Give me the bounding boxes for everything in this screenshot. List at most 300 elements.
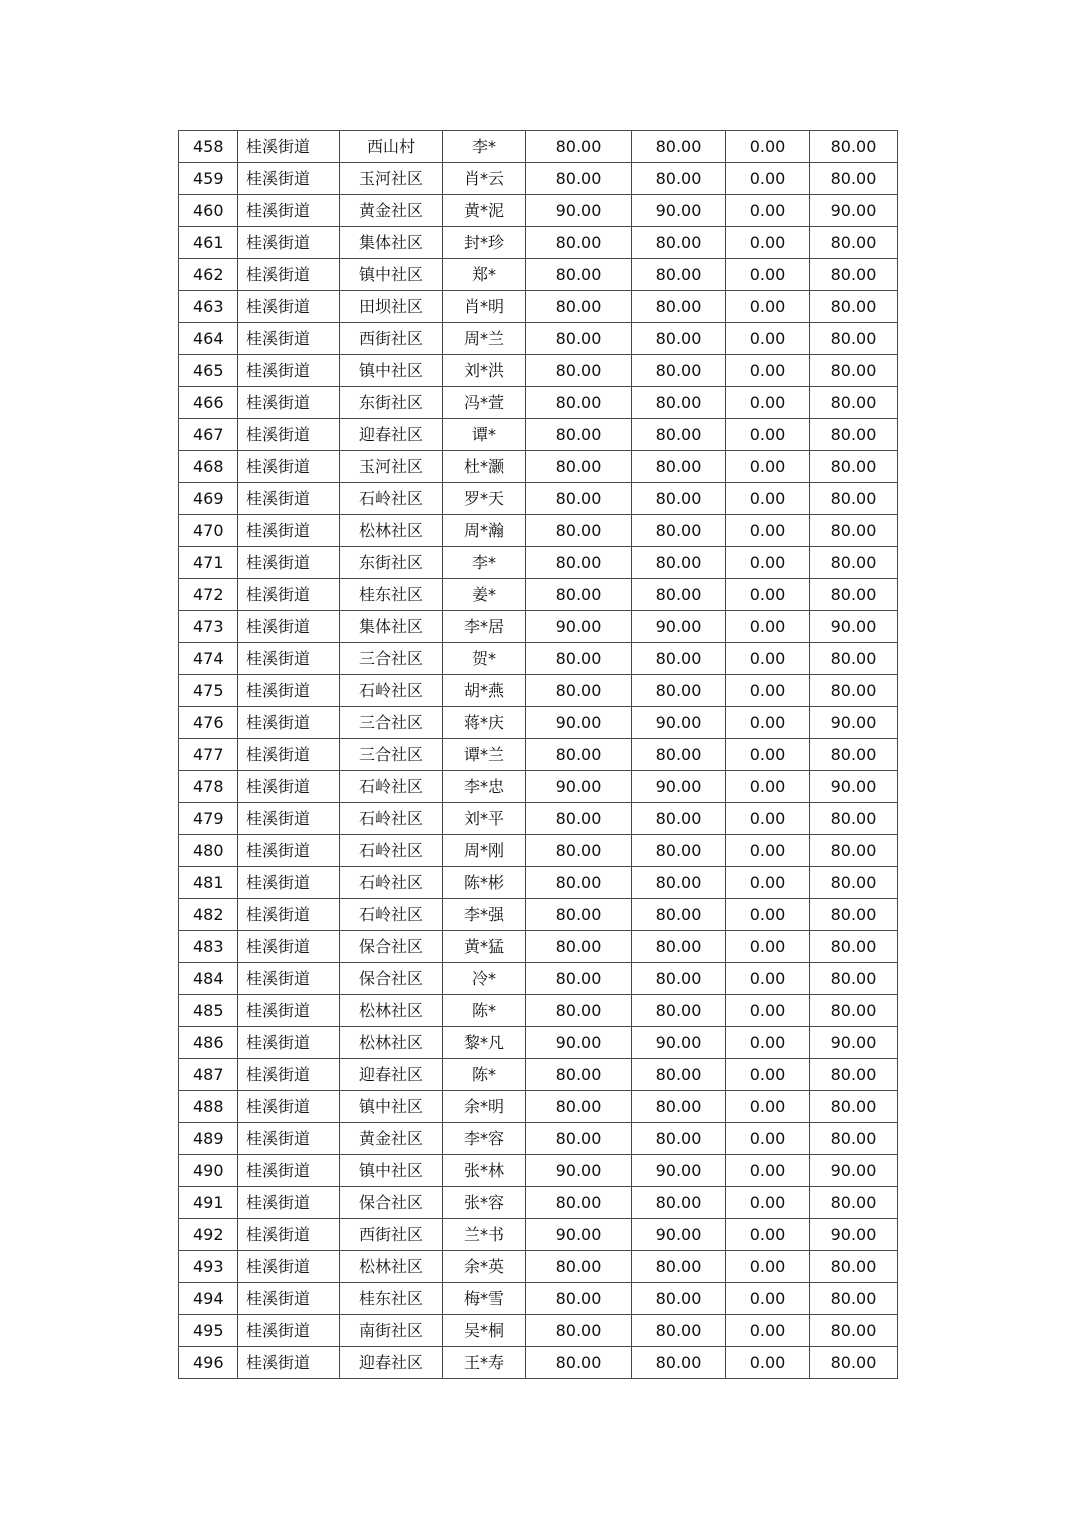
amount-c-cell: 0.00 [726, 803, 810, 835]
amount-b-cell: 80.00 [632, 131, 726, 163]
table-row [179, 1347, 898, 1379]
amount-a-cell: 80.00 [526, 899, 632, 931]
street-cell: 桂溪街道 [238, 1059, 340, 1091]
name-cell: 胡*燕 [443, 675, 526, 707]
name-cell: 冷* [443, 963, 526, 995]
amount-b-cell: 80.00 [632, 227, 726, 259]
table-row [179, 1251, 898, 1283]
community-cell: 镇中社区 [340, 355, 443, 387]
amount-a-cell: 80.00 [526, 931, 632, 963]
amount-b-cell: 80.00 [632, 803, 726, 835]
street-cell: 桂溪街道 [238, 1187, 340, 1219]
amount-a-cell: 80.00 [526, 675, 632, 707]
amount-total-cell: 80.00 [810, 803, 898, 835]
name-cell: 李* [443, 547, 526, 579]
street-cell: 桂溪街道 [238, 195, 340, 227]
amount-total-cell: 80.00 [810, 1283, 898, 1315]
table-row [179, 163, 898, 195]
community-cell: 三合社区 [340, 643, 443, 675]
amount-a-cell: 80.00 [526, 1059, 632, 1091]
row-index-cell: 486 [179, 1027, 238, 1059]
amount-c-cell: 0.00 [726, 739, 810, 771]
table-row [179, 1059, 898, 1091]
amount-a-cell: 80.00 [526, 163, 632, 195]
street-cell: 桂溪街道 [238, 1283, 340, 1315]
community-cell: 东街社区 [340, 387, 443, 419]
name-cell: 黄*泥 [443, 195, 526, 227]
row-index-cell: 474 [179, 643, 238, 675]
amount-c-cell: 0.00 [726, 227, 810, 259]
amount-total-cell: 90.00 [810, 611, 898, 643]
table-row [179, 195, 898, 227]
table-row [179, 259, 898, 291]
name-cell: 余*明 [443, 1091, 526, 1123]
name-cell: 李* [443, 131, 526, 163]
row-index-cell: 495 [179, 1315, 238, 1347]
amount-total-cell: 80.00 [810, 1123, 898, 1155]
amount-c-cell: 0.00 [726, 643, 810, 675]
street-cell: 桂溪街道 [238, 675, 340, 707]
row-index-cell: 458 [179, 131, 238, 163]
amount-a-cell: 80.00 [526, 419, 632, 451]
row-index-cell: 462 [179, 259, 238, 291]
name-cell: 谭* [443, 419, 526, 451]
community-cell: 西街社区 [340, 323, 443, 355]
name-cell: 李*容 [443, 1123, 526, 1155]
amount-a-cell: 80.00 [526, 1123, 632, 1155]
name-cell: 罗*天 [443, 483, 526, 515]
community-cell: 石岭社区 [340, 483, 443, 515]
name-cell: 谭*兰 [443, 739, 526, 771]
amount-c-cell: 0.00 [726, 323, 810, 355]
community-cell: 松林社区 [340, 1027, 443, 1059]
amount-b-cell: 80.00 [632, 579, 726, 611]
community-cell: 桂东社区 [340, 1283, 443, 1315]
amount-a-cell: 90.00 [526, 1219, 632, 1251]
street-cell: 桂溪街道 [238, 995, 340, 1027]
amount-total-cell: 80.00 [810, 1315, 898, 1347]
community-cell: 石岭社区 [340, 675, 443, 707]
amount-b-cell: 90.00 [632, 611, 726, 643]
street-cell: 桂溪街道 [238, 515, 340, 547]
name-cell: 黎*凡 [443, 1027, 526, 1059]
name-cell: 郑* [443, 259, 526, 291]
row-index-cell: 481 [179, 867, 238, 899]
row-index-cell: 465 [179, 355, 238, 387]
amount-b-cell: 80.00 [632, 483, 726, 515]
amount-total-cell: 80.00 [810, 355, 898, 387]
row-index-cell: 461 [179, 227, 238, 259]
community-cell: 迎春社区 [340, 1059, 443, 1091]
amount-c-cell: 0.00 [726, 483, 810, 515]
name-cell: 王*寿 [443, 1347, 526, 1379]
amount-b-cell: 80.00 [632, 1315, 726, 1347]
community-cell: 保合社区 [340, 1187, 443, 1219]
amount-b-cell: 90.00 [632, 707, 726, 739]
row-index-cell: 494 [179, 1283, 238, 1315]
street-cell: 桂溪街道 [238, 963, 340, 995]
name-cell: 刘*平 [443, 803, 526, 835]
table-row [179, 515, 898, 547]
amount-b-cell: 80.00 [632, 547, 726, 579]
community-cell: 石岭社区 [340, 867, 443, 899]
row-index-cell: 489 [179, 1123, 238, 1155]
street-cell: 桂溪街道 [238, 1219, 340, 1251]
amount-b-cell: 90.00 [632, 1155, 726, 1187]
row-index-cell: 467 [179, 419, 238, 451]
table-row [179, 419, 898, 451]
amount-c-cell: 0.00 [726, 899, 810, 931]
name-cell: 肖*云 [443, 163, 526, 195]
community-cell: 松林社区 [340, 1251, 443, 1283]
amount-c-cell: 0.00 [726, 163, 810, 195]
amount-c-cell: 0.00 [726, 1187, 810, 1219]
table-row [179, 1091, 898, 1123]
street-cell: 桂溪街道 [238, 579, 340, 611]
street-cell: 桂溪街道 [238, 899, 340, 931]
amount-total-cell: 80.00 [810, 419, 898, 451]
name-cell: 刘*洪 [443, 355, 526, 387]
community-cell: 石岭社区 [340, 899, 443, 931]
table-row [179, 227, 898, 259]
amount-c-cell: 0.00 [726, 1027, 810, 1059]
amount-b-cell: 80.00 [632, 1347, 726, 1379]
community-cell: 集体社区 [340, 611, 443, 643]
street-cell: 桂溪街道 [238, 1091, 340, 1123]
table-row [179, 1315, 898, 1347]
row-index-cell: 460 [179, 195, 238, 227]
table-row [179, 1219, 898, 1251]
amount-a-cell: 80.00 [526, 1315, 632, 1347]
amount-a-cell: 80.00 [526, 387, 632, 419]
street-cell: 桂溪街道 [238, 291, 340, 323]
amount-a-cell: 90.00 [526, 611, 632, 643]
amount-total-cell: 90.00 [810, 707, 898, 739]
table-row [179, 899, 898, 931]
amount-total-cell: 80.00 [810, 995, 898, 1027]
amount-b-cell: 80.00 [632, 1251, 726, 1283]
amount-c-cell: 0.00 [726, 1091, 810, 1123]
amount-c-cell: 0.00 [726, 515, 810, 547]
name-cell: 李*忠 [443, 771, 526, 803]
amount-c-cell: 0.00 [726, 387, 810, 419]
community-cell: 石岭社区 [340, 771, 443, 803]
amount-c-cell: 0.00 [726, 547, 810, 579]
table-row [179, 739, 898, 771]
community-cell: 田坝社区 [340, 291, 443, 323]
amount-total-cell: 80.00 [810, 131, 898, 163]
amount-c-cell: 0.00 [726, 1347, 810, 1379]
table-row [179, 547, 898, 579]
amount-b-cell: 90.00 [632, 195, 726, 227]
amount-a-cell: 80.00 [526, 355, 632, 387]
amount-a-cell: 80.00 [526, 227, 632, 259]
row-index-cell: 472 [179, 579, 238, 611]
table-row [179, 355, 898, 387]
row-index-cell: 478 [179, 771, 238, 803]
amount-b-cell: 80.00 [632, 1283, 726, 1315]
street-cell: 桂溪街道 [238, 643, 340, 675]
community-cell: 镇中社区 [340, 259, 443, 291]
row-index-cell: 492 [179, 1219, 238, 1251]
table-row [179, 131, 898, 163]
amount-total-cell: 80.00 [810, 259, 898, 291]
table-row [179, 451, 898, 483]
amount-b-cell: 90.00 [632, 771, 726, 803]
amount-c-cell: 0.00 [726, 291, 810, 323]
name-cell: 冯*萱 [443, 387, 526, 419]
street-cell: 桂溪街道 [238, 739, 340, 771]
amount-total-cell: 80.00 [810, 867, 898, 899]
street-cell: 桂溪街道 [238, 1155, 340, 1187]
street-cell: 桂溪街道 [238, 259, 340, 291]
row-index-cell: 466 [179, 387, 238, 419]
name-cell: 周*瀚 [443, 515, 526, 547]
name-cell: 蒋*庆 [443, 707, 526, 739]
table-row [179, 931, 898, 963]
table-row [179, 867, 898, 899]
amount-b-cell: 90.00 [632, 1027, 726, 1059]
amount-total-cell: 80.00 [810, 515, 898, 547]
community-cell: 松林社区 [340, 515, 443, 547]
community-cell: 迎春社区 [340, 419, 443, 451]
amount-a-cell: 90.00 [526, 195, 632, 227]
row-index-cell: 480 [179, 835, 238, 867]
amount-b-cell: 80.00 [632, 1187, 726, 1219]
row-index-cell: 464 [179, 323, 238, 355]
amount-total-cell: 80.00 [810, 451, 898, 483]
row-index-cell: 476 [179, 707, 238, 739]
row-index-cell: 471 [179, 547, 238, 579]
street-cell: 桂溪街道 [238, 1123, 340, 1155]
community-cell: 集体社区 [340, 227, 443, 259]
amount-a-cell: 80.00 [526, 867, 632, 899]
amount-b-cell: 80.00 [632, 1059, 726, 1091]
name-cell: 张*林 [443, 1155, 526, 1187]
amount-a-cell: 80.00 [526, 291, 632, 323]
name-cell: 吴*桐 [443, 1315, 526, 1347]
name-cell: 周*兰 [443, 323, 526, 355]
table-row [179, 835, 898, 867]
amount-a-cell: 90.00 [526, 707, 632, 739]
street-cell: 桂溪街道 [238, 483, 340, 515]
amount-b-cell: 80.00 [632, 259, 726, 291]
amount-a-cell: 80.00 [526, 963, 632, 995]
community-cell: 保合社区 [340, 931, 443, 963]
amount-c-cell: 0.00 [726, 419, 810, 451]
amount-a-cell: 80.00 [526, 259, 632, 291]
street-cell: 桂溪街道 [238, 1027, 340, 1059]
amount-c-cell: 0.00 [726, 995, 810, 1027]
table-row [179, 387, 898, 419]
amount-c-cell: 0.00 [726, 771, 810, 803]
amount-c-cell: 0.00 [726, 963, 810, 995]
amount-a-cell: 80.00 [526, 515, 632, 547]
amount-total-cell: 90.00 [810, 1027, 898, 1059]
amount-a-cell: 80.00 [526, 323, 632, 355]
row-index-cell: 487 [179, 1059, 238, 1091]
amount-a-cell: 80.00 [526, 1187, 632, 1219]
amount-total-cell: 80.00 [810, 291, 898, 323]
name-cell: 封*珍 [443, 227, 526, 259]
amount-total-cell: 80.00 [810, 483, 898, 515]
amount-a-cell: 80.00 [526, 1347, 632, 1379]
amount-b-cell: 80.00 [632, 291, 726, 323]
community-cell: 迎春社区 [340, 1347, 443, 1379]
table-row [179, 707, 898, 739]
name-cell: 贺* [443, 643, 526, 675]
table-row [179, 323, 898, 355]
name-cell: 姜* [443, 579, 526, 611]
community-cell: 玉河社区 [340, 163, 443, 195]
amount-total-cell: 90.00 [810, 1155, 898, 1187]
amount-total-cell: 80.00 [810, 643, 898, 675]
street-cell: 桂溪街道 [238, 1251, 340, 1283]
street-cell: 桂溪街道 [238, 323, 340, 355]
amount-c-cell: 0.00 [726, 931, 810, 963]
amount-c-cell: 0.00 [726, 259, 810, 291]
community-cell: 石岭社区 [340, 835, 443, 867]
name-cell: 周*刚 [443, 835, 526, 867]
amount-a-cell: 80.00 [526, 995, 632, 1027]
community-cell: 石岭社区 [340, 803, 443, 835]
street-cell: 桂溪街道 [238, 1347, 340, 1379]
row-index-cell: 468 [179, 451, 238, 483]
row-index-cell: 459 [179, 163, 238, 195]
amount-a-cell: 80.00 [526, 835, 632, 867]
amount-c-cell: 0.00 [726, 1219, 810, 1251]
row-index-cell: 488 [179, 1091, 238, 1123]
amount-b-cell: 80.00 [632, 835, 726, 867]
street-cell: 桂溪街道 [238, 1315, 340, 1347]
community-cell: 三合社区 [340, 739, 443, 771]
name-cell: 梅*雪 [443, 1283, 526, 1315]
table-row [179, 1027, 898, 1059]
amount-b-cell: 80.00 [632, 387, 726, 419]
street-cell: 桂溪街道 [238, 611, 340, 643]
amount-total-cell: 90.00 [810, 771, 898, 803]
amount-b-cell: 80.00 [632, 1123, 726, 1155]
amount-c-cell: 0.00 [726, 707, 810, 739]
amount-b-cell: 80.00 [632, 323, 726, 355]
amount-total-cell: 80.00 [810, 899, 898, 931]
row-index-cell: 490 [179, 1155, 238, 1187]
amount-total-cell: 80.00 [810, 963, 898, 995]
name-cell: 陈* [443, 995, 526, 1027]
amount-b-cell: 80.00 [632, 867, 726, 899]
name-cell: 张*容 [443, 1187, 526, 1219]
amount-c-cell: 0.00 [726, 675, 810, 707]
amount-total-cell: 80.00 [810, 1347, 898, 1379]
amount-total-cell: 80.00 [810, 835, 898, 867]
row-index-cell: 469 [179, 483, 238, 515]
street-cell: 桂溪街道 [238, 707, 340, 739]
community-cell: 黄金社区 [340, 195, 443, 227]
name-cell: 肖*明 [443, 291, 526, 323]
amount-a-cell: 80.00 [526, 131, 632, 163]
amount-b-cell: 80.00 [632, 995, 726, 1027]
community-cell: 镇中社区 [340, 1155, 443, 1187]
data-table [178, 130, 898, 1379]
amount-c-cell: 0.00 [726, 451, 810, 483]
row-index-cell: 483 [179, 931, 238, 963]
row-index-cell: 477 [179, 739, 238, 771]
table-body [179, 131, 898, 1379]
street-cell: 桂溪街道 [238, 931, 340, 963]
name-cell: 李*强 [443, 899, 526, 931]
name-cell: 黄*猛 [443, 931, 526, 963]
row-index-cell: 482 [179, 899, 238, 931]
amount-b-cell: 80.00 [632, 355, 726, 387]
table-row [179, 675, 898, 707]
amount-a-cell: 90.00 [526, 1027, 632, 1059]
amount-b-cell: 80.00 [632, 1091, 726, 1123]
community-cell: 西山村 [340, 131, 443, 163]
row-index-cell: 496 [179, 1347, 238, 1379]
name-cell: 兰*书 [443, 1219, 526, 1251]
amount-total-cell: 90.00 [810, 195, 898, 227]
table-row [179, 1187, 898, 1219]
street-cell: 桂溪街道 [238, 355, 340, 387]
table-row [179, 483, 898, 515]
amount-c-cell: 0.00 [726, 195, 810, 227]
amount-a-cell: 80.00 [526, 451, 632, 483]
street-cell: 桂溪街道 [238, 451, 340, 483]
amount-total-cell: 80.00 [810, 1091, 898, 1123]
community-cell: 镇中社区 [340, 1091, 443, 1123]
amount-b-cell: 80.00 [632, 899, 726, 931]
name-cell: 陈*彬 [443, 867, 526, 899]
table-row [179, 1123, 898, 1155]
amount-total-cell: 80.00 [810, 931, 898, 963]
amount-total-cell: 80.00 [810, 739, 898, 771]
amount-a-cell: 80.00 [526, 739, 632, 771]
amount-total-cell: 80.00 [810, 1059, 898, 1091]
amount-b-cell: 80.00 [632, 739, 726, 771]
community-cell: 南街社区 [340, 1315, 443, 1347]
amount-total-cell: 80.00 [810, 323, 898, 355]
amount-total-cell: 80.00 [810, 579, 898, 611]
amount-a-cell: 90.00 [526, 771, 632, 803]
amount-c-cell: 0.00 [726, 579, 810, 611]
amount-total-cell: 90.00 [810, 1219, 898, 1251]
table-row [179, 611, 898, 643]
street-cell: 桂溪街道 [238, 227, 340, 259]
amount-a-cell: 80.00 [526, 1283, 632, 1315]
amount-c-cell: 0.00 [726, 611, 810, 643]
amount-c-cell: 0.00 [726, 1123, 810, 1155]
amount-total-cell: 80.00 [810, 227, 898, 259]
row-index-cell: 463 [179, 291, 238, 323]
amount-a-cell: 80.00 [526, 1091, 632, 1123]
row-index-cell: 479 [179, 803, 238, 835]
name-cell: 余*英 [443, 1251, 526, 1283]
table-row [179, 291, 898, 323]
table-row [179, 579, 898, 611]
table-row [179, 1155, 898, 1187]
street-cell: 桂溪街道 [238, 387, 340, 419]
street-cell: 桂溪街道 [238, 547, 340, 579]
amount-b-cell: 90.00 [632, 1219, 726, 1251]
amount-a-cell: 80.00 [526, 483, 632, 515]
community-cell: 黄金社区 [340, 1123, 443, 1155]
amount-total-cell: 80.00 [810, 1187, 898, 1219]
amount-b-cell: 80.00 [632, 163, 726, 195]
community-cell: 三合社区 [340, 707, 443, 739]
row-index-cell: 491 [179, 1187, 238, 1219]
amount-total-cell: 80.00 [810, 675, 898, 707]
street-cell: 桂溪街道 [238, 163, 340, 195]
